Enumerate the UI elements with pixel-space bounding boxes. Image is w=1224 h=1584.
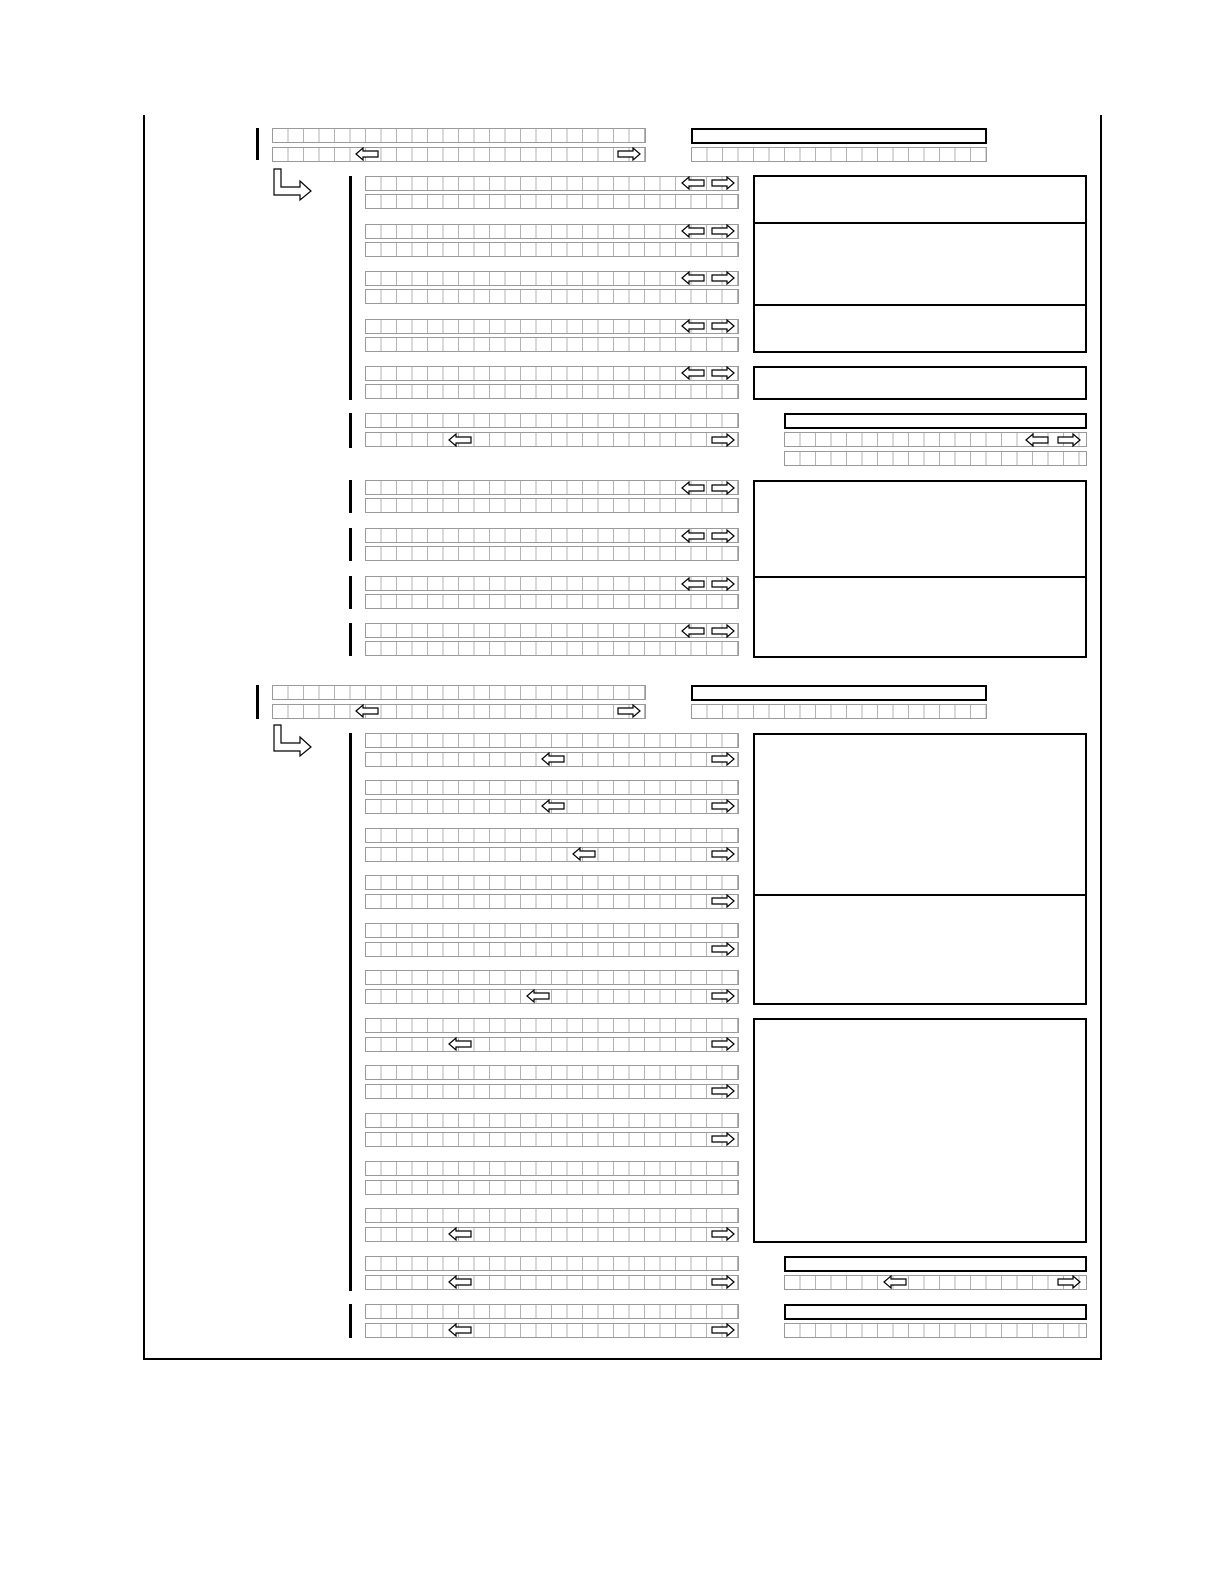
character-entry-field[interactable] — [365, 923, 739, 938]
arrow-left-icon — [883, 1275, 907, 1289]
arrow-left-icon — [681, 577, 705, 591]
elbow-arrow-icon — [272, 168, 314, 202]
character-entry-field[interactable] — [365, 1113, 739, 1128]
form-box — [753, 175, 1087, 224]
section-bar — [349, 623, 352, 656]
form-box — [691, 128, 987, 144]
arrow-right-icon — [617, 704, 641, 718]
character-entry-field[interactable] — [784, 1323, 1087, 1338]
character-entry-field[interactable] — [365, 1132, 739, 1147]
arrow-right-icon — [1057, 433, 1081, 447]
arrow-right-icon — [711, 1275, 735, 1289]
page-frame-right — [1100, 115, 1102, 1360]
form-box — [691, 685, 987, 701]
character-entry-field[interactable] — [365, 432, 739, 447]
section-bar — [349, 413, 352, 448]
section-bar — [256, 128, 259, 160]
form-box — [753, 894, 1087, 1005]
character-entry-field[interactable] — [365, 1256, 739, 1271]
section-bar — [349, 576, 352, 609]
arrow-right-icon — [711, 942, 735, 956]
arrow-left-icon — [541, 799, 565, 813]
arrow-left-icon — [572, 847, 596, 861]
arrow-left-icon — [681, 271, 705, 285]
character-entry-field[interactable] — [272, 128, 646, 143]
arrow-right-icon — [711, 989, 735, 1003]
character-entry-field[interactable] — [365, 1275, 739, 1290]
section-bar — [349, 176, 352, 400]
arrow-right-icon — [1057, 1275, 1081, 1289]
character-entry-field[interactable] — [365, 1037, 739, 1052]
arrow-right-icon — [711, 752, 735, 766]
arrow-left-icon — [448, 1227, 472, 1241]
arrow-left-icon — [355, 704, 379, 718]
character-entry-field[interactable] — [365, 594, 739, 609]
arrow-right-icon — [711, 176, 735, 190]
character-entry-field[interactable] — [365, 989, 739, 1004]
arrow-left-icon — [541, 752, 565, 766]
arrow-left-icon — [1025, 433, 1049, 447]
character-entry-field[interactable] — [272, 147, 646, 162]
character-entry-field[interactable] — [365, 780, 739, 795]
arrow-right-icon — [711, 799, 735, 813]
arrow-left-icon — [681, 366, 705, 380]
arrow-right-icon — [711, 577, 735, 591]
form-box — [753, 222, 1087, 306]
page-frame-bottom — [143, 1358, 1102, 1360]
character-entry-field[interactable] — [365, 733, 739, 748]
arrow-right-icon — [711, 366, 735, 380]
character-entry-field[interactable] — [365, 942, 739, 957]
character-entry-field[interactable] — [365, 1304, 739, 1319]
form-box — [784, 1304, 1087, 1320]
arrow-left-icon — [681, 224, 705, 238]
arrow-right-icon — [711, 1037, 735, 1051]
arrow-right-icon — [711, 433, 735, 447]
form-box — [753, 733, 1087, 896]
character-entry-field[interactable] — [365, 498, 739, 513]
character-entry-field[interactable] — [365, 1180, 739, 1195]
arrow-left-icon — [448, 1323, 472, 1337]
arrow-left-icon — [448, 1037, 472, 1051]
character-entry-field[interactable] — [365, 1323, 739, 1338]
arrow-right-icon — [711, 1084, 735, 1098]
arrow-left-icon — [448, 433, 472, 447]
arrow-right-icon — [711, 271, 735, 285]
page-frame-left — [143, 115, 145, 1360]
character-entry-field[interactable] — [784, 1275, 1087, 1290]
arrow-right-icon — [711, 224, 735, 238]
arrow-right-icon — [711, 529, 735, 543]
section-bar — [349, 528, 352, 561]
arrow-right-icon — [711, 624, 735, 638]
character-entry-field[interactable] — [365, 1018, 739, 1033]
character-entry-field[interactable] — [365, 875, 739, 890]
character-entry-field[interactable] — [365, 546, 739, 561]
arrow-left-icon — [681, 319, 705, 333]
form-box — [784, 1256, 1087, 1272]
character-entry-field[interactable] — [365, 1065, 739, 1080]
arrow-right-icon — [617, 147, 641, 161]
arrow-right-icon — [711, 1132, 735, 1146]
character-entry-field[interactable] — [365, 828, 739, 843]
character-entry-field[interactable] — [365, 847, 739, 862]
character-entry-field[interactable] — [365, 242, 739, 257]
form-box — [784, 413, 1087, 429]
arrow-left-icon — [681, 176, 705, 190]
character-entry-field[interactable] — [365, 413, 739, 428]
character-entry-field[interactable] — [365, 384, 739, 399]
elbow-arrow-icon — [272, 724, 314, 758]
arrow-left-icon — [448, 1275, 472, 1289]
arrow-left-icon — [681, 624, 705, 638]
character-entry-field[interactable] — [365, 1208, 739, 1223]
arrow-right-icon — [711, 1227, 735, 1241]
character-entry-field[interactable] — [365, 194, 739, 209]
arrow-right-icon — [711, 894, 735, 908]
character-entry-field[interactable] — [365, 337, 739, 352]
character-entry-field[interactable] — [365, 894, 739, 909]
arrow-right-icon — [711, 847, 735, 861]
character-entry-field[interactable] — [365, 289, 739, 304]
character-entry-field[interactable] — [784, 451, 1087, 466]
character-entry-field[interactable] — [365, 1161, 739, 1176]
character-entry-field[interactable] — [272, 704, 646, 719]
arrow-left-icon — [681, 529, 705, 543]
section-bar — [256, 685, 259, 719]
form-box — [753, 480, 1087, 578]
section-bar — [349, 733, 352, 1291]
arrow-right-icon — [711, 1323, 735, 1337]
section-bar — [349, 1304, 352, 1338]
character-entry-field[interactable] — [365, 641, 739, 656]
character-entry-field[interactable] — [365, 1084, 739, 1099]
form-box — [753, 304, 1087, 353]
character-entry-field[interactable] — [691, 704, 987, 719]
character-entry-field[interactable] — [272, 685, 646, 700]
arrow-right-icon — [711, 319, 735, 333]
form-box — [753, 576, 1087, 658]
arrow-left-icon — [355, 147, 379, 161]
character-entry-field[interactable] — [365, 970, 739, 985]
arrow-right-icon — [711, 481, 735, 495]
form-box — [753, 1018, 1087, 1243]
arrow-left-icon — [681, 481, 705, 495]
character-entry-field[interactable] — [691, 147, 987, 162]
arrow-left-icon — [526, 989, 550, 1003]
character-entry-field[interactable] — [365, 1227, 739, 1242]
form-box — [753, 366, 1087, 400]
section-bar — [349, 480, 352, 513]
